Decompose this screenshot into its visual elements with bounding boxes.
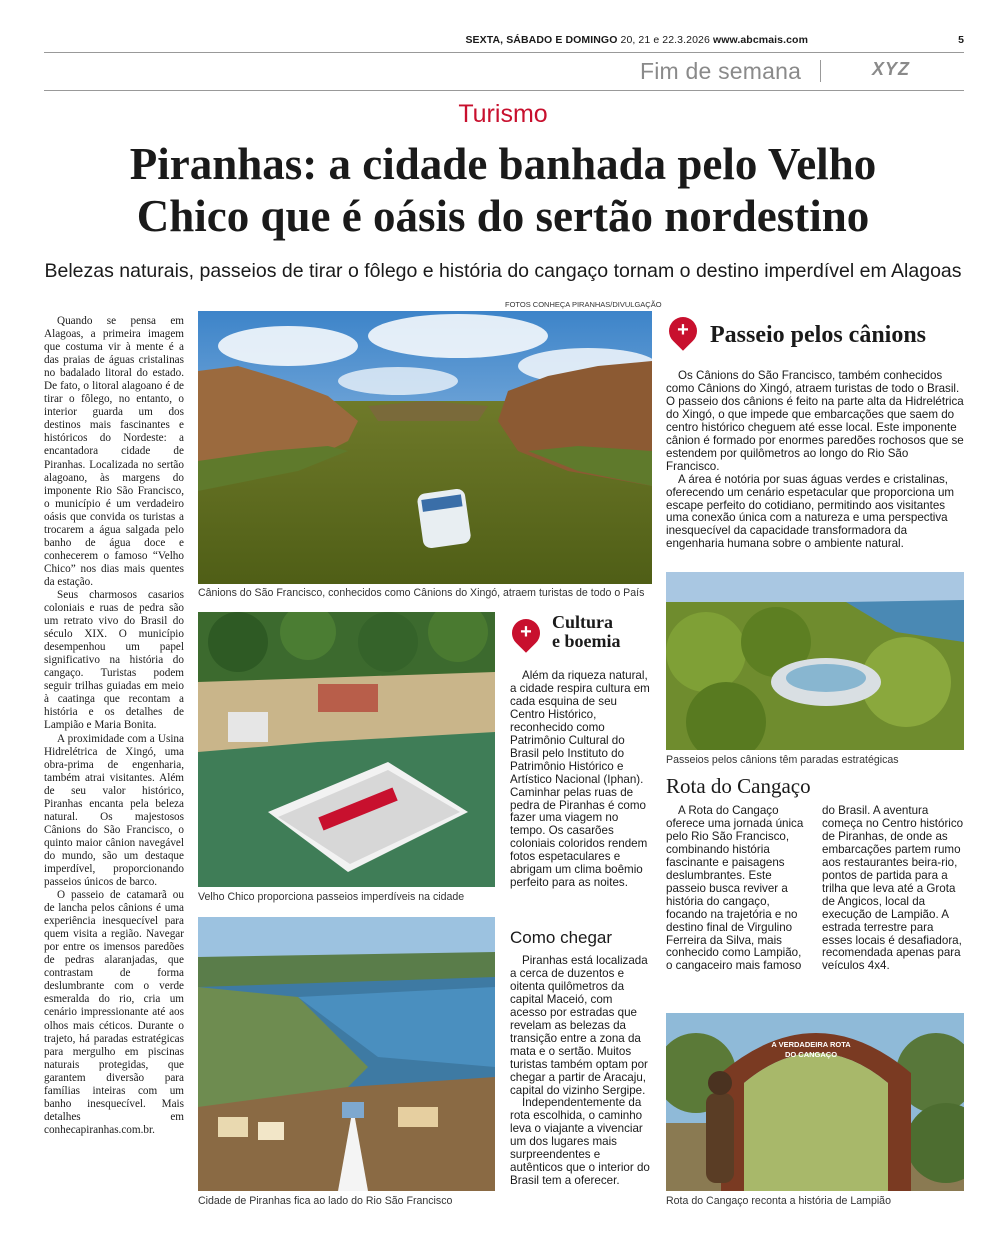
paragraph: A proximidade com a Usina Hidrelétrica de Xingó, uma obra-prima de engenharia, também atrai visitantes. Além de seu valor histórico, Piranhas encanta pela beleza natural. Os majestosos Cânions do São Francisco, o quinto maior cânion navegável do mundo, são um destaque imperdível, proporcionando passeios únicos de barco. <box>44 732 184 889</box>
restaurant-photo <box>666 572 964 750</box>
canions-text: Os Cânions do São Francisco, também conhecidos como Cânions do Xingó, atraem turistas de todo o Brasil. O passeio dos cânions é feito na parte alta da Hidrelétrica do Xingó, o que impede que embarcações que saem do centro histórico cheguem até esse local. Este imponente cânion é formado por enormes paredões rochosos que se estendem por quilômetros ao longo do Rio São Francisco. A área é notória por suas águas verdes e cristalinas, oferecendo um cenário espetacular que proporciona um escape perfeito do cotidiano, permitindo aos visitantes uma conexão única com a natureza e uma perspectiva inesquecível da capacidade transformadora da engenharia humana sobre o ambiente natural. <box>666 369 964 551</box>
caption-gate: Rota do Cangaço reconta a história de Lampião <box>666 1195 891 1207</box>
brand-logo: XYZ <box>872 59 911 79</box>
canions-title: Passeio pelos cânions <box>710 322 927 348</box>
header-rule <box>44 90 964 91</box>
article-column-1 <box>44 315 184 1137</box>
caption-canyon: Cânions do São Francisco, conhecidos como Cânions do Xingó, atraem turistas de todo o País <box>198 587 645 599</box>
como-chegar-title: Como chegar <box>510 928 613 947</box>
paragraph: Quando se pensa em Alagoas, a primeira imagem que costuma vir à mente é a das praias de águas cristalinas no badalado litoral do estado. De fato, o litoral alagoano é de tirar o fôlego, no entanto, o interior guarda um dos destinos mais fascinantes e históricos do Nordeste: a encantadora cidade de Piranhas. Localizada no sertão alagoano, às margens do imponente Rio São Francisco, o município é um verdadeiro oásis que convida os turistas a trocarem a água salgada pelo banho de água doce e conhecerem o famoso “Velho Chico” nos dias mais quentes da estação. <box>44 315 184 588</box>
gate-sign: A VERDADEIRA ROTA DO CANGAÇO <box>771 1040 851 1059</box>
caption-town: Cidade de Piranhas fica ao lado do Rio São Francisco <box>198 1195 453 1207</box>
location-pin-icon: + <box>663 311 703 351</box>
boat-photo <box>198 612 495 887</box>
cultura-title: Cultura e boemia <box>552 612 621 651</box>
town-photo <box>198 917 495 1191</box>
paragraph: Seus charmosos casarios coloniais e ruas de pedra são um retrato vivo do Brasil do século XIX. O município desempenhou um papel significativo na história do cangaço. Turistas podem seguir trilhas guiadas em meio à caatinga que recontam a história e os detalhes de Lampião e Maria Bonita. <box>44 588 184 732</box>
deck: Belezas naturais, passeios de tirar o fôlego e história do cangaço tornam o destino imperdível em Alagoas <box>44 260 962 282</box>
paragraph: O passeio de catamarã ou de lancha pelos cânions é uma experiência inesquecível para quem visita a região. Navegar por entre os imensos paredões de pedras alaranjadas, que contrastam de forma deslumbrante com o verde esmeralda do rio, cria um cenário impressionante até aos olhos mais céticos. Durante o trajeto, há paradas estratégicas para mergulho em piscinas naturais protegidas, que garantem diversão para famílias inteiras com um banho inesquecível. Mais detalhes em conhecapiranhas.com.br. <box>44 889 184 1136</box>
caption-restaurant: Passeios pelos cânions têm paradas estratégicas <box>666 754 899 766</box>
photo-credit: FOTOS CONHEÇA PIRANHAS/DIVULGAÇÃO <box>505 300 662 309</box>
rota-text-b: do Brasil. A aventura começa no Centro histórico de Piranhas, de onde as embarcações partem rumo aos restaurantes beira-rio, pontos de partida para a trilha que leva até a Grota de Angicos, local da execução de Lampião. A estrada terrestre para esses locais é desafiadora, recomendada apenas para veículos 4x4. <box>822 804 964 973</box>
section-name: Fim de semana <box>640 58 802 84</box>
headline: Piranhas: a cidade banhada pelo Velho Chico que é oásis do sertão nordestino <box>129 139 877 241</box>
section-divider <box>820 60 821 82</box>
edition-date: SEXTA, SÁBADO E DOMINGO 20, 21 e 22.3.2026 www.abcmais.com <box>465 34 808 46</box>
canyon-photo <box>198 311 652 584</box>
cultura-text: Além da riqueza natural, a cidade respira cultura em cada esquina de seu Centro Histórico, reconhecido como Patrimônio Cultural do Brasil pelo Instituto do Patrimônio Histórico e Artístico Nacional (Iphan). Caminhar pelas ruas de pedra de Piranhas é como fazer uma viagem no tempo. Os casarões coloniais coloridos rendem fotos espetaculares e abrigam um clima boêmio perfeito para as noites. <box>510 669 650 890</box>
rota-title: Rota do Cangaço <box>666 774 811 798</box>
location-pin-icon: + <box>506 613 546 653</box>
kicker: Turismo <box>458 100 548 128</box>
rota-text-a: A Rota do Cangaço oferece uma jornada única pelo Rio São Francisco, combinando história fascinante e paisagens deslumbrantes. Este passeio busca reviver a história do cangaço, focando na trajetória e no destino final de Virgulino Ferreira da Silva, mais conhecido como Lampião, o cangaceiro mais famoso <box>666 804 804 973</box>
como-chegar-text: Piranhas está localizada a cerca de duzentos e oitenta quilômetros da capital Maceió, com acesso por estradas que revelam as belezas da transição entre a zona da mata e o sertão. Muitos turistas também optam por chegar a partir de Aracaju, capital do vizinho Sergipe. Independentemente da rota escolhida, o caminho leva o viajante a vivenciar um dos lugares mais surpreendentes e autênticos que o interior do Brasil tem a oferecer. <box>510 954 650 1188</box>
caption-boat: Velho Chico proporciona passeios imperdíveis na cidade <box>198 891 465 903</box>
page-number: 5 <box>958 34 964 46</box>
